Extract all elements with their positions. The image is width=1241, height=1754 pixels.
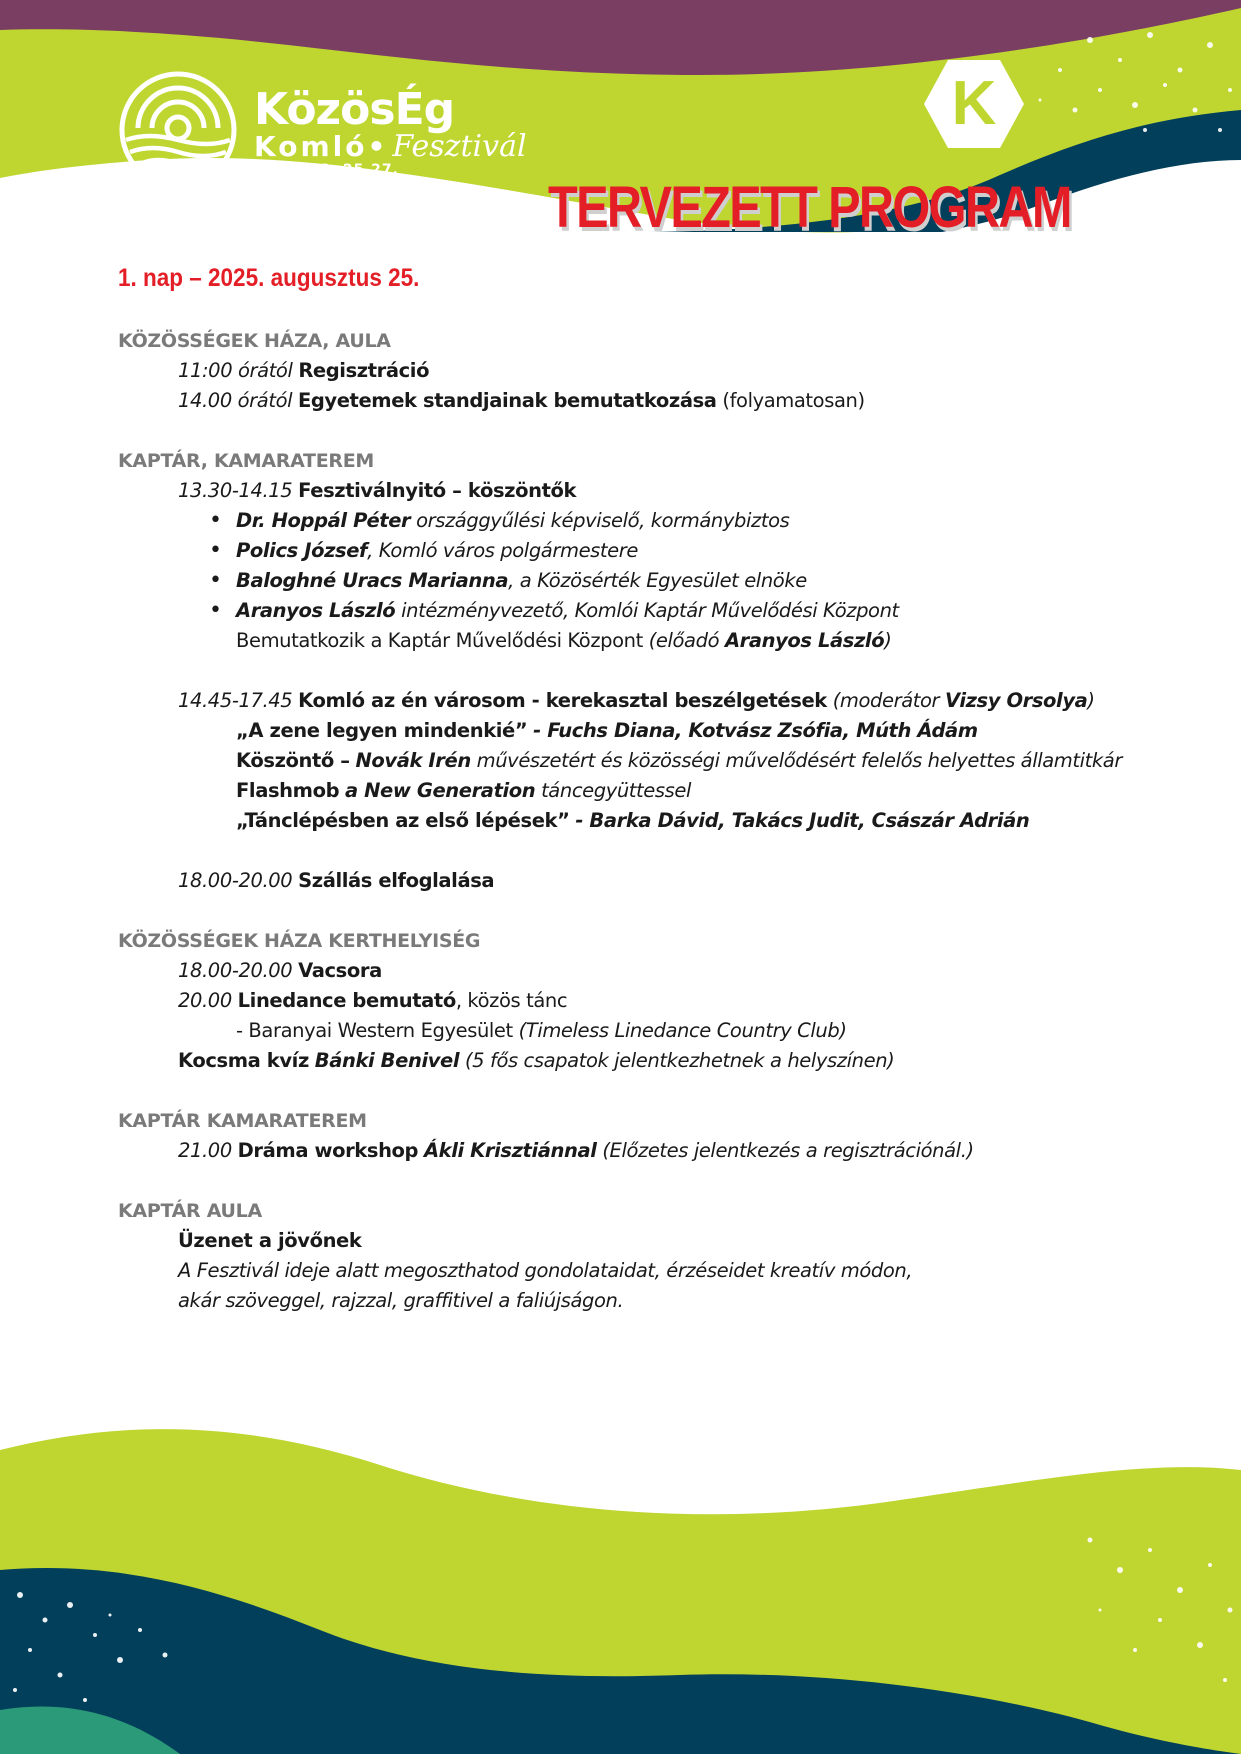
day-heading: 1. nap – 2025. augusztus 25. xyxy=(118,264,420,292)
program-line xyxy=(118,476,1168,506)
sub-item xyxy=(118,716,1168,746)
time: 11:00 órától xyxy=(178,359,293,382)
program-description xyxy=(118,1256,1168,1286)
speaker-name: Aranyos László xyxy=(236,599,396,622)
program-title: Fesztiválnyitó – köszöntők xyxy=(298,479,577,502)
sub-item-note: (Timeless Linedance Country Club) xyxy=(518,1019,847,1042)
program-rest: , közös tánc xyxy=(455,989,568,1012)
speaker-name: Baloghné Uracs Marianna xyxy=(236,569,509,592)
sub-item-title: Köszöntő – xyxy=(236,749,350,772)
program-host: Ákli Krisztiánnal xyxy=(423,1139,597,1162)
moderator-label: (moderátor xyxy=(832,689,940,712)
speaker-item xyxy=(236,536,1168,566)
program-line xyxy=(118,866,1168,896)
sub-item xyxy=(118,776,1168,806)
intro-text: Bemutatkozik a Kaptár Művelődési Központ xyxy=(236,629,643,652)
moderator-name: Vizsy Orsolya xyxy=(944,689,1088,712)
venue-heading: KAPTÁR KAMARATEREM xyxy=(118,1110,367,1132)
venue-section xyxy=(118,926,1168,1076)
program-line xyxy=(118,1226,1168,1256)
speaker-role: országgyűlési képviselő, kormánybiztos xyxy=(416,509,790,532)
time: 14.00 órától xyxy=(178,389,293,412)
sub-item-title: „Tánclépésben az első lépések” xyxy=(236,809,570,832)
logo-name: KözösÉg xyxy=(254,84,455,135)
sub-item-text: - Baranyai Western Egyesület xyxy=(236,1019,513,1042)
speaker-item xyxy=(236,566,1168,596)
program-note: (5 fős csapatok jelentkezhetnek a helyszínen) xyxy=(464,1049,895,1072)
sub-item-name: a New Generation xyxy=(344,779,536,802)
intro-post: ) xyxy=(884,629,892,652)
time: 18.00-20.00 xyxy=(178,959,293,982)
program-note: (folyamatosan) xyxy=(722,389,865,412)
logo-script: Fesztivál xyxy=(392,129,527,164)
page-title: TERVEZETT PROGRAM xyxy=(548,175,1071,240)
program-line xyxy=(118,356,1168,386)
program-title: Komló az én városom - kerekasztal beszélgetések xyxy=(298,689,827,712)
program-description xyxy=(118,1286,1168,1316)
intro-pre: (előadó xyxy=(648,629,720,652)
program-title: Üzenet a jövőnek xyxy=(178,1229,362,1252)
speaker-item xyxy=(236,596,1168,626)
speaker-role: , a Közösérték Egyesület elnöke xyxy=(508,569,807,592)
intro-line xyxy=(118,626,1168,656)
program-title: Regisztráció xyxy=(298,359,430,382)
program-title: Kocsma kvíz xyxy=(178,1049,309,1072)
spacer xyxy=(118,836,1168,866)
program-title: Dráma workshop xyxy=(237,1139,419,1162)
intro-name: Aranyos László xyxy=(724,629,885,652)
program-line xyxy=(118,986,1168,1016)
venue-section xyxy=(118,1106,1168,1166)
logo-city: Komló• Fesztivál xyxy=(254,129,527,164)
sub-item-rest: táncegyüttessel xyxy=(541,779,692,802)
program-line xyxy=(118,1136,1168,1166)
venue-section xyxy=(118,326,1168,416)
logo-date: 2025. 08. 25-27. xyxy=(254,162,399,178)
sub-item-title: Flashmob xyxy=(236,779,340,802)
program-title: Linedance bemutató xyxy=(237,989,456,1012)
sub-item-title: „A zene legyen mindenkié” xyxy=(236,719,528,742)
sub-item-name: Novák Irén xyxy=(355,749,471,772)
venue-heading: KÖZÖSSÉGEK HÁZA KERTHELYISÉG xyxy=(118,930,481,952)
speaker-item xyxy=(236,506,1168,536)
time: 20.00 xyxy=(178,989,232,1012)
program-line xyxy=(118,1046,1168,1076)
sub-item xyxy=(118,1016,1168,1046)
venue-heading: KAPTÁR, KAMARATEREM xyxy=(118,450,375,472)
speaker-name: Polics József xyxy=(236,539,368,562)
venue-heading: KAPTÁR AULA xyxy=(118,1200,262,1222)
venue-section xyxy=(118,446,1168,896)
program-line xyxy=(118,686,1168,716)
time: 21.00 xyxy=(178,1139,232,1162)
k-letter: K xyxy=(951,69,997,138)
sub-item xyxy=(118,746,1168,776)
program-line xyxy=(118,956,1168,986)
sub-item-role: művészetért és közösségi művelődésért felelős helyettes államtitkár xyxy=(476,749,1122,772)
sub-item-people: - Fuchs Diana, Kotvász Zsófia, Múth Ádám xyxy=(533,719,978,742)
speaker-name: Dr. Hoppál Péter xyxy=(236,509,411,532)
sun-wave-emblem-icon xyxy=(118,70,238,190)
bottom-wave-decoration xyxy=(0,1420,1241,1754)
logo-wordmark xyxy=(254,84,527,178)
k-hexagon-logo-icon xyxy=(922,58,1026,150)
sub-item xyxy=(118,806,1168,836)
program-title: Vacsora xyxy=(298,959,382,982)
program-line xyxy=(118,386,1168,416)
program-title: Szállás elfoglalása xyxy=(298,869,495,892)
program-host: Bánki Benivel xyxy=(314,1049,460,1072)
venue-heading: KÖZÖSSÉGEK HÁZA, AULA xyxy=(118,330,391,352)
program-title: Egyetemek standjainak bemutatkozása xyxy=(297,389,717,412)
moderator-close: ) xyxy=(1087,689,1095,712)
speaker-role: , Komló város polgármestere xyxy=(367,539,638,562)
time: 14.45-17.45 xyxy=(178,689,293,712)
description-line: akár szöveggel, rajzzal, graffitivel a faliújságon. xyxy=(178,1289,624,1312)
venue-section xyxy=(118,1196,1168,1316)
speaker-role: intézményvezető, Komlói Kaptár Művelődési Központ xyxy=(401,599,899,622)
time: 13.30-14.15 xyxy=(178,479,293,502)
festival-logo xyxy=(118,70,527,190)
speaker-list xyxy=(118,506,1168,626)
program-note: (Előzetes jelentkezés a regisztrációnál.) xyxy=(602,1139,974,1162)
time: 18.00-20.00 xyxy=(178,869,293,892)
spacer xyxy=(118,656,1168,686)
description-line: A Fesztivál ideje alatt megoszthatod gondolataidat, érzéseidet kreatív módon, xyxy=(178,1259,913,1282)
program-content xyxy=(118,326,1168,1346)
sub-item-people: - Barka Dávid, Takács Judit, Császár Adrián xyxy=(575,809,1030,832)
